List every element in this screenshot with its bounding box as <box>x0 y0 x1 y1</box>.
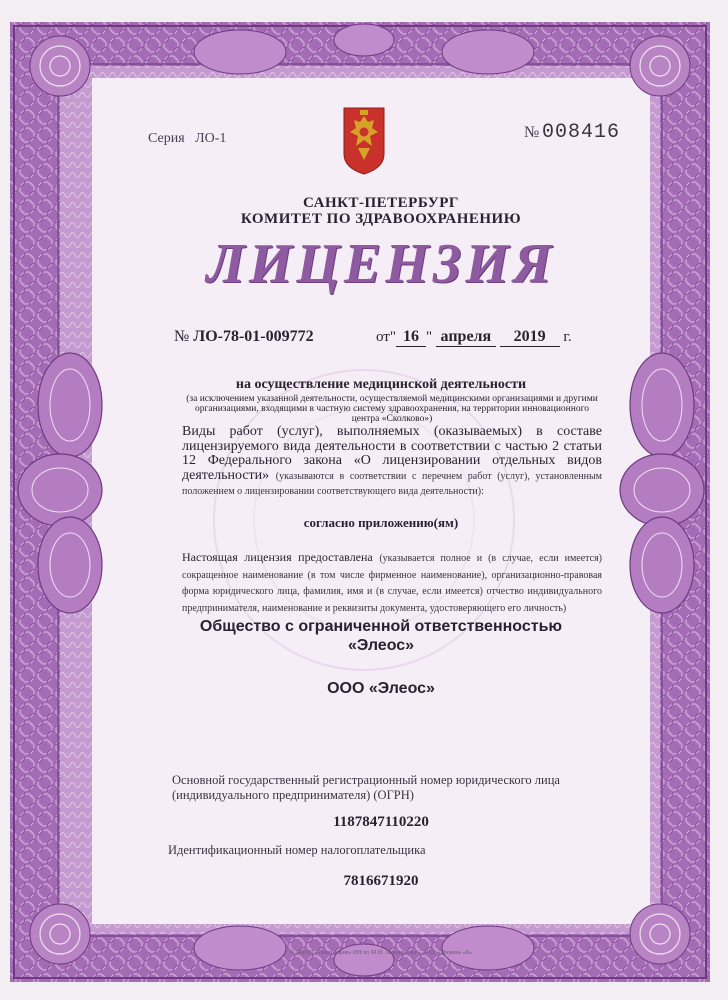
organization-full-name-line1: Общество с ограниченной ответственностью <box>199 618 563 635</box>
granted-note: (указывается полное и (в случае, если имеется) сокращенное наименование (в том числе фирменное наименование), организационно-правовая форма юридического лица, фамилия, имя и (в случае, если имеется) отчество индивидуального предпринимателя, наименование и реквизиты документа, удостоверяющего его личность) <box>182 553 603 614</box>
document-title: ЛИЦЕНЗИЯ <box>206 233 556 295</box>
ogrn-label: Основной государственный регистрационный номер юридического лица (индивидуального предпринимателя) (ОГРН) <box>172 773 560 802</box>
organization-short-name: ООО «Элеос» <box>327 680 435 697</box>
series-value: ЛО-1 <box>195 131 227 146</box>
license-number <box>174 328 314 346</box>
annex-reference: согласно приложению(ям) <box>303 515 459 530</box>
inn-value: 7816671920 <box>343 873 419 889</box>
inn-label: Идентификационный номер налогоплательщика <box>168 843 426 857</box>
date-year: 2019 <box>500 328 560 347</box>
works-note: (указываются в соответствии с перечнем работ (услуг), установленным положением о лицензировании соответствующего вида деятельности): <box>182 471 603 497</box>
purpose-note: (за исключением указанной деятельности, осуществляемой медицинскими организациями и другими организациями, входящими в частную систему здравоохранения, на территории инновационного центра «Сколково») <box>186 394 598 424</box>
date-suffix: г. <box>563 329 572 345</box>
granted-paragraph <box>182 549 602 615</box>
issuing-committee: КОМИТЕТ ПО ЗДРАВООХРАНЕНИЮ <box>240 211 522 227</box>
issuing-city: САНКТ-ПЕТЕРБУРГ <box>303 195 459 211</box>
granted-text: Настоящая лицензия предоставлена <box>182 550 373 564</box>
license-number-prefix: № <box>174 328 190 345</box>
blank-number: 008416 <box>542 121 621 144</box>
ogrn-value: 1187847110220 <box>333 814 429 830</box>
license-date: от" 16 " апреля 2019 г. <box>376 328 572 345</box>
russian-coat-of-arms-icon <box>340 104 388 176</box>
organization-full-name-line2: «Элеос» <box>347 637 415 654</box>
works-text: Виды работ (услуг), выполняемых (оказываемых) в составе лицензируемого вида деятельности в соответствии с частью 2 статьи 12 Федерального закона «О лицензировании отдельных видов деятельности» <box>182 424 602 484</box>
number-label: № <box>524 124 540 141</box>
works-paragraph <box>182 425 602 498</box>
date-month: апреля <box>436 328 496 347</box>
series-label: Серия <box>148 131 185 146</box>
printer-footer: © ФКОП «Типография» НН по М.И. Ломоносова». 2018. «Уровень «Б» <box>289 950 473 956</box>
license-number-value: ЛО-78-01-009772 <box>193 328 314 345</box>
license-purpose: на осуществление медицинской деятельности <box>235 377 527 392</box>
date-from-label: от <box>376 329 390 345</box>
series-line <box>148 131 226 147</box>
date-day: 16 <box>396 328 426 347</box>
